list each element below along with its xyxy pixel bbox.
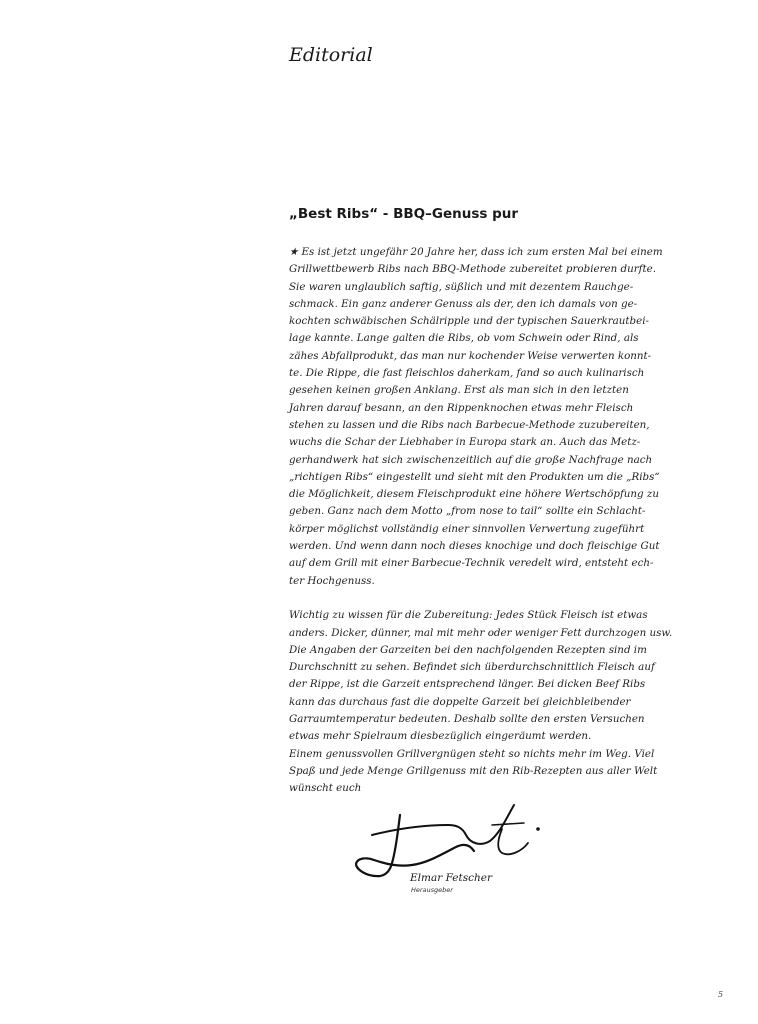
editorial-body — [289, 244, 673, 798]
text-line: Spaß und jede Menge Grillgenuss mit den Rib-Rezepten aus aller Welt — [289, 764, 658, 777]
headline: „Best Ribs“ - BBQ–Genuss pur — [289, 206, 519, 222]
text-line: Grillwettbewerb Ribs nach BBQ-Methode zubereitet probieren durfte. — [289, 263, 656, 276]
text-line: werden. Und wenn dann noch dieses knochige und doch fleischige Gut — [289, 540, 660, 553]
text-line: anders. Dicker, dünner, mal mit mehr oder weniger Fett durchzogen usw. — [289, 626, 673, 639]
text-line: zähes Abfallprodukt, das man nur kochender Weise verwerten konnt- — [289, 349, 652, 362]
paragraph-2 — [289, 607, 673, 797]
text-line: gerhandwerk hat sich zwischenzeitlich auf die große Nachfrage nach — [289, 453, 653, 466]
text-line: wuchs die Schar der Liebhaber in Europa stark an. Auch das Metz- — [289, 436, 641, 449]
text-line: etwas mehr Spielraum diesbezüglich eingeräumt werden. — [289, 730, 592, 743]
text-line: Garraumtemperatur bedeuten. Deshalb sollte den ersten Versuchen — [289, 713, 645, 726]
text-line: kochten schwäbischen Schälripple und der typischen Sauerkrautbei- — [289, 315, 650, 328]
text-line: „richtigen Ribs“ eingestellt und sieht mit den Produkten um die „Ribs“ — [289, 470, 660, 483]
text-line: geben. Ganz nach dem Motto „from nose to tail“ sollte ein Schlacht- — [289, 505, 646, 518]
text-line: Sie waren unglaublich saftig, süßlich und mit dezentem Rauchge- — [289, 280, 634, 293]
page-number: 5 — [718, 990, 724, 999]
text-line: Die Angaben der Garzeiten bei den nachfolgenden Rezepten sind im — [289, 643, 647, 656]
text-line: Wichtig zu wissen für die Zubereitung: Jedes Stück Fleisch ist etwas — [289, 609, 648, 622]
signer-name: Elmar Fetscher — [410, 872, 493, 884]
text-line: kann das durchaus fast die doppelte Garzeit bei gleichbleibender — [289, 695, 631, 708]
text-line: lage kannte. Lange galten die Ribs, ob vom Schwein oder Rind, als — [289, 332, 639, 345]
text-line: schmack. Ein ganz anderer Genuss als der, den ich damals von ge- — [289, 297, 638, 310]
text-line: körper möglichst vollständig einer sinnvollen Verwertung zugeführt — [289, 522, 645, 535]
text-line: die Möglichkeit, diesem Fleischprodukt eine höhere Wertschöpfung zu — [289, 488, 659, 501]
text-line: Einem genussvollen Grillvergnügen steht so nichts mehr im Weg. Viel — [289, 747, 655, 760]
text-line: gesehen keinen großen Anklang. Erst als man sich in den letzten — [289, 384, 629, 397]
text-line: ★ Es ist jetzt ungefähr 20 Jahre her, dass ich zum ersten Mal bei einem — [289, 246, 663, 258]
text-line: stehen zu lassen und die Ribs nach Barbecue-Methode zuzubereiten, — [289, 418, 650, 431]
text-line: Jahren darauf besann, an den Rippenknochen etwas mehr Fleisch — [289, 401, 634, 414]
text-line: ter Hochgenuss. — [289, 574, 375, 587]
text-line: auf dem Grill mit einer Barbecue-Technik veredelt wird, entsteht ech- — [289, 557, 654, 570]
paragraph-gap — [289, 590, 614, 607]
paragraph-1 — [289, 244, 663, 590]
text-line: te. Die Rippe, die fast fleischlos daherkam, fand so auch kulinarisch — [289, 367, 645, 380]
section-label: Editorial — [289, 44, 373, 66]
text-line: Durchschnitt zu sehen. Befindet sich überdurchschnittlich Fleisch auf — [289, 661, 655, 674]
text-line: der Rippe, ist die Garzeit entsprechend länger. Bei dicken Beef Ribs — [289, 678, 646, 691]
text-line: wünscht euch — [289, 782, 362, 795]
signer-role: Herausgeber — [411, 886, 453, 894]
